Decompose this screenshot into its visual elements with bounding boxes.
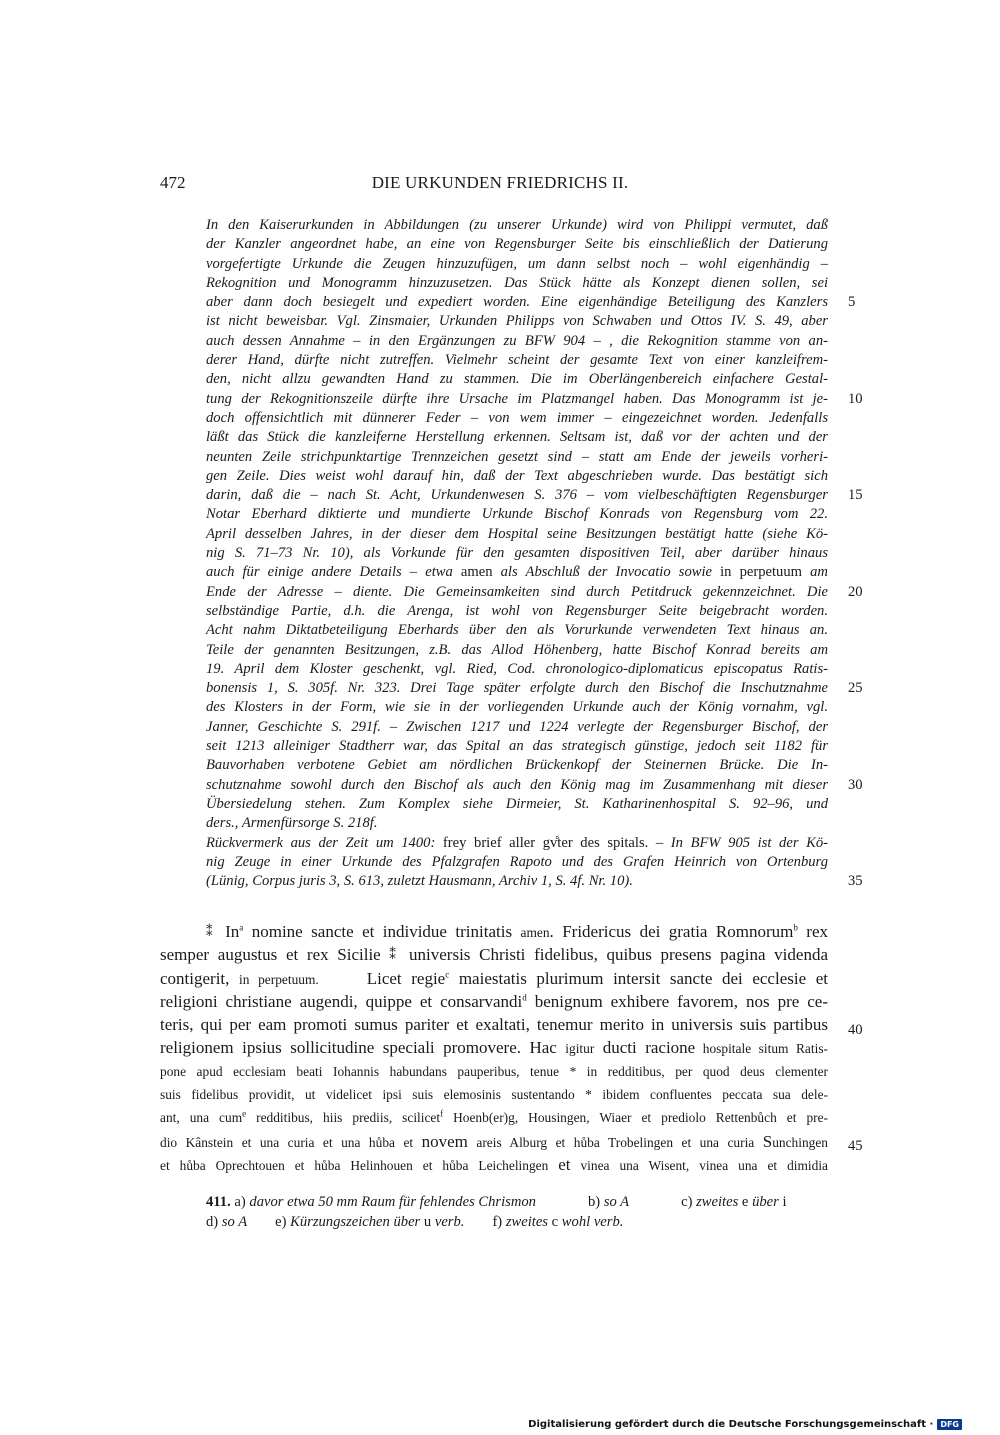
commentary-line: Rekognition und Monogramm hinzuzusetzen. Das Stück hätte als Konzept dienen sollen, sei — [206, 274, 828, 291]
commentary-line: vorgefertigte Urkunde die Zeugen hinzuzufügen, um dann selbst noch – wohl eigenhändig – — [206, 255, 828, 272]
commentary-line: der Kanzler angeordnet habe, an eine von Regensburger Seite bis einschließlich der Datierung — [206, 236, 828, 253]
commentary-line: schutznahme sowohl durch den Bischof als auch den König mag im Zusammenhang mit dieser — [206, 776, 828, 793]
commentary-line: Notar Eberhard diktierte und mundierte Urkunde Bischof Konrads von Regensburg vom 22. — [206, 506, 828, 523]
funding-footer — [528, 1419, 962, 1430]
commentary-line: darin, daß die – nach St. Acht, Urkundenwesen S. 376 – vom vielbeschäftigten Regensburger — [206, 487, 828, 504]
commentary-line: Janner, Geschichte S. 291f. – Zwischen 1217 und 1224 verlegte der Regensburger Bischof, der — [206, 718, 828, 735]
commentary-line: ders., Armenfürsorge S. 218f. — [206, 815, 378, 832]
line-number: 45 — [848, 1138, 863, 1154]
chrismon-icon: ⁑ — [389, 947, 401, 963]
commentary-line: auch für einige andere Details – etwa amen als Abschluß der Invocatio sowie in perpetuum am — [206, 564, 828, 581]
commentary-line: derer Hand, dürfte nicht zutreffen. Vielmehr scheint der gesamte Text von einer kanzleifrem- — [206, 352, 828, 369]
commentary-line: selbständige Partie, d.h. die Arenga, ist wohl von Regensburger Seite beigebracht worden. — [206, 602, 828, 619]
commentary — [206, 216, 828, 891]
running-title: DIE URKUNDEN FRIEDRICHS II. — [371, 173, 629, 192]
commentary-line: neunten Zeile strichpunktartige Trennzeichen gesetzt sind – statt am Ende der jeweils vorheri- — [206, 448, 828, 465]
commentary-line: Bauvorhaben verbotene Gebiet am nördlichen Brückenkopf der Steinernen Brücke. Die In- — [206, 757, 828, 774]
charter-line-5: teris, qui per eam promoti sumus pariter et exaltati, tenemur merito in universis suis partibus — [160, 1015, 828, 1035]
commentary-line: (Lünig, Corpus juris 3, S. 613, zuletzt Hausmann, Archiv 1, S. 4f. Nr. 10). — [206, 873, 633, 890]
charter-line-8: suis fidelibus providit, ut videlicet ipsi suis elemosinis sustentando * ibidem confluentes peccata sua dele- — [160, 1087, 828, 1103]
page-number: 472 — [160, 173, 186, 192]
line-number: 30 — [848, 776, 863, 793]
commentary-line: auch dessen Annahme – in den Ergänzungen zu BFW 904 – , die Rekognition stamme von an- — [206, 332, 828, 349]
funding-text: Digitalisierung gefördert durch die Deutsche Forschungsgemeinschaft · — [528, 1419, 934, 1430]
commentary-line: In den Kaiserurkunden in Abbildungen (zu unserer Urkunde) wird von Philippi vermutet, daß — [206, 217, 828, 233]
line-number: 5 — [848, 294, 856, 311]
charter-line-4: religioni christiane augendi, quippe et consarvandi$^d$ benignum exhibere favorem, nos pre ce- — [160, 991, 828, 1011]
footnote-line-2: d) so A e) Kürzungszeichen über u verb. f) zweites c wohl verb. — [206, 1213, 624, 1230]
commentary-line: nig Zeuge in einer Urkunde des Pfalzgrafen Rapoto und des Grafen Heinrich von Ortenburg — [206, 853, 828, 870]
commentary-line: den, nicht allzu gewandten Hand zu stammen. Die im Oberlängenbereich einfachere Gestal- — [206, 371, 828, 388]
line-number: 25 — [848, 680, 863, 697]
charter-line-1: ⁑ In$^a$ nomine sancte et individue trinitatis amen. Fridericus dei gratia Romnorum$^b$ rex — [206, 922, 828, 941]
commentary-line: Rückvermerk aus der Zeit um 1400: frey brief aller gv̊ter des spitals. – In BFW 905 ist der Kö- — [206, 834, 828, 851]
commentary-line: seit 1213 alleiniger Stadtherr war, das Spital an das strategisch günstige, jedoch seit 1182 für — [206, 738, 828, 755]
charter-line-11: et hůba Oprechtouen et hůba Helinhouen et hůba Leichelingen et vinea una Wisent, vinea una et dimidia — [160, 1154, 828, 1174]
commentary-line: aber dann doch besiegelt und expediert worden. Eine eigenhändige Beteiligung des Kanzlers — [206, 294, 828, 311]
commentary-line: Acht nahm Diktatbeteiligung Eberhards über den als Vorurkunde verwendeten Text hinaus an. — [206, 622, 828, 639]
charter-text — [160, 920, 828, 1176]
commentary-line: Ende der Adresse – diente. Die Gemeinsamkeiten sind durch Petitdruck gekennzeichnet. Die — [206, 583, 828, 600]
chrismon-icon: ⁑ — [206, 924, 217, 939]
commentary-line: des Klosters in der Form, wie sie in der vorliegenden Urkunde auch der König vornahm, vgl. — [206, 699, 828, 716]
charter-line-2: semper augustus et rex Sicilie ⁑ universis Christi fidelibus, quibus presens pagina videnda — [160, 945, 828, 965]
commentary-line: Übersiedelung stehen. Zum Komplex siehe Dirmeier, St. Katharinenhospital S. 92–96, und — [206, 795, 828, 812]
dfg-logo: DFG — [937, 1419, 962, 1430]
commentary-line: April desselben Jahres, in der dieser dem Hospital seine Besitzungen bestätigt hatte (siehe Kö- — [206, 525, 828, 542]
line-number: 20 — [848, 583, 863, 600]
line-number: 35 — [848, 873, 863, 890]
commentary-line: Teile der genannten Besitzungen, z.B. das Allod Höhenberg, hatte Bischof Konrad bereits am — [206, 641, 828, 658]
charter-line-7: pone apud ecclesiam beati Iohannis habundans pauperibus, tenue * in redditibus, per quod deus clementer — [160, 1063, 828, 1079]
line-number: 15 — [848, 487, 863, 504]
footnotes — [206, 1193, 828, 1232]
charter-line-3: contigerit, in perpetuum. Licet regie$^c$ maiestatis plurimum intersit sancte dei ecclesie et — [160, 968, 828, 988]
commentary-line: läßt das Stück die kanzleiferne Herstellung erkennen. Seltsam ist, daß vor der achten und der — [206, 429, 828, 446]
line-number: 10 — [848, 390, 863, 407]
charter-line-10: dio Kânstein et una curia et una hůba et novem areis Alburg et hůba Trobelingen et una curia Sunchingen — [160, 1131, 828, 1151]
commentary-line: ist nicht beweisbar. Vgl. Zinsmaier, Urkunden Philipps von Schwaben und Ottos IV. S. 49, aber — [206, 313, 828, 330]
footnote-line-1: 411. a) davor etwa 50 mm Raum für fehlendes Chrismon b) so A c) zweites e über i — [206, 1194, 787, 1210]
commentary-line: bonensis 1, S. 305f. Nr. 323. Drei Tage später erfolgte durch den Bischof die Inschutznahme — [206, 680, 828, 697]
commentary-line: tung der Rekognitionszeile dürfte ihre Ursache im Platzmangel haben. Das Monogramm ist je- — [206, 390, 828, 407]
commentary-line: nig S. 71–73 Nr. 10), als Vorkunde für den gesamten dispositiven Teil, aber darüber hinaus — [206, 545, 828, 562]
commentary-line: doch offensichtlich mit dünnerer Feder – von wem immer – eingezeichnet worden. Jedenfalls — [206, 409, 828, 426]
line-number: 40 — [848, 1022, 863, 1038]
commentary-line: gen Zeile. Dies weist wohl darauf hin, daß der Text abgeschrieben wurde. Das bestätigt sich — [206, 467, 828, 484]
commentary-line: 19. April dem Kloster geschenkt, vgl. Ried, Cod. chronologico-diplomaticus episcopatus Ratis- — [206, 660, 828, 677]
charter-line-9: ant, una cum$^e$ redditibus, hiis prediis, scilicet$^f$ Hoenb(er)g, Housingen, Wiaer et prediolo Rettenbůch et pre- — [160, 1108, 829, 1126]
charter-line-6: religionem ipsius sollicitudine speciali promovere. Hac igitur ducti racione hospitale situm Ratis- — [160, 1038, 828, 1058]
